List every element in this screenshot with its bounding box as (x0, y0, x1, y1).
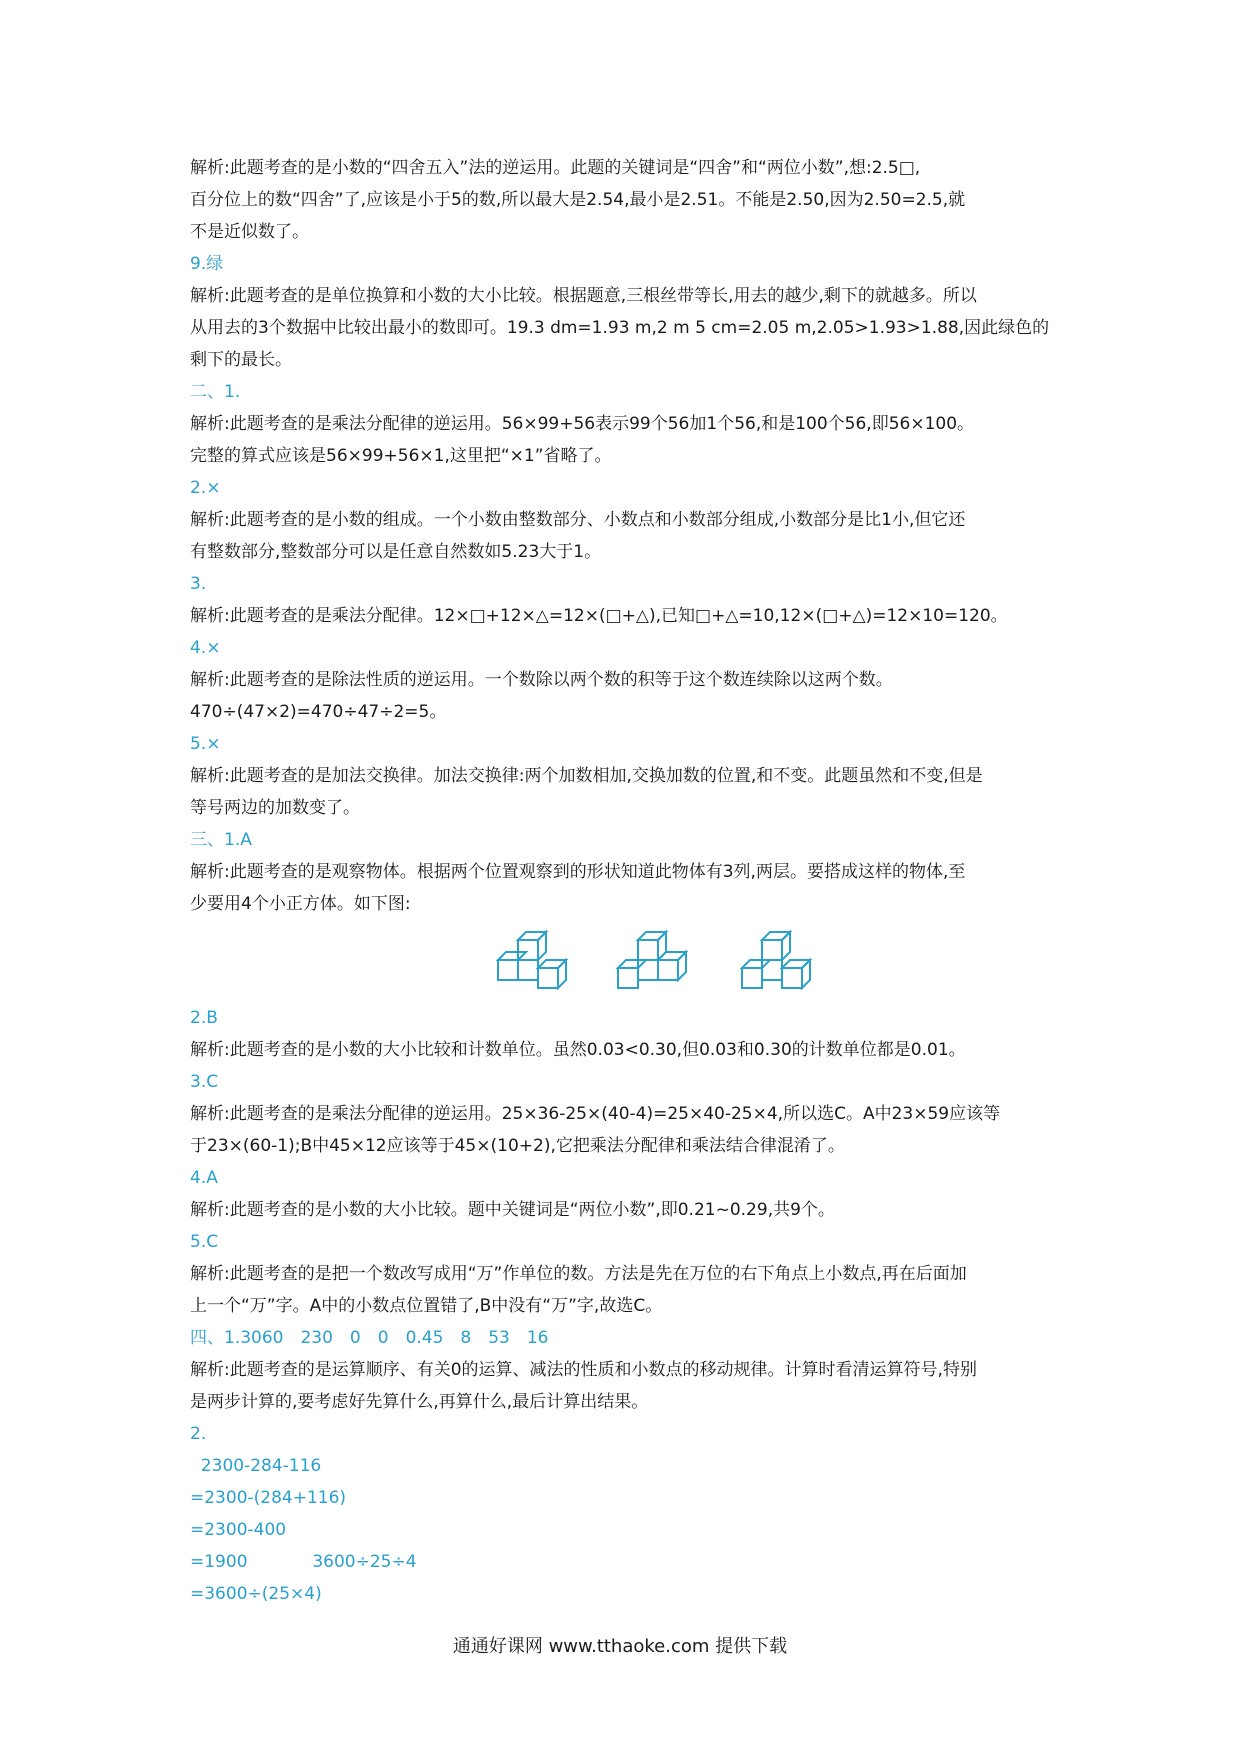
answer-line: 二、1. (190, 382, 241, 402)
answer-line: 四、1.3060 230 0 0 0.45 8 53 16 (190, 1328, 549, 1348)
answer-line: 3.C (190, 1072, 219, 1092)
calc-line: 2300-284-116 (190, 1456, 322, 1476)
text-line: 解析:此题考查的是观察物体。根据两个位置观察到的形状知道此物体有3列,两层。要搭成这样的物体,至 (190, 862, 966, 882)
text-line: 解析:此题考查的是运算顺序、有关0的运算、减法的性质和小数点的移动规律。计算时看清运算符号,特别 (190, 1360, 977, 1380)
text-line: 于23×(60-1);B中45×12应该等于45×(10+2),它把乘法分配律和乘法结合律混淆了。 (190, 1136, 845, 1156)
footer-credit: 通通好课网 www.tthaoke.com 提供下载 (452, 1636, 788, 1657)
answer-line: 三、1.A (190, 830, 252, 850)
text-line: 解析:此题考查的是小数的“四舍五入”法的逆运用。此题的关键词是“四舍”和“两位小数”,想:2.5□, (190, 158, 921, 178)
text-line: 解析:此题考查的是乘法分配律的逆运用。25×36-25×(40-4)=25×40-25×4,所以选C。A中23×59应该等 (190, 1104, 1001, 1124)
text-line: 解析:此题考查的是把一个数改写成用“万”作单位的数。方法是先在万位的右下角点上小数点,再在后面加 (190, 1264, 967, 1284)
answer-line: 2.× (190, 478, 221, 498)
calc-line: =2300-(284+116) (190, 1488, 347, 1508)
answer-line: 5.× (190, 734, 221, 754)
answer-line: 4.A (190, 1168, 218, 1188)
text-line: 不是近似数了。 (190, 222, 309, 242)
answer-line: 4.× (190, 638, 221, 658)
cube-arrangement-3 (734, 928, 814, 996)
text-line: 是两步计算的,要考虑好先算什么,再算什么,最后计算出结果。 (190, 1392, 649, 1412)
answer-line: 9.绿 (190, 254, 224, 274)
cube-arrangement-2 (608, 928, 698, 996)
text-line: 解析:此题考查的是加法交换律。加法交换律:两个加数相加,交换加数的位置,和不变。此题虽然和不变,但是 (190, 766, 983, 786)
text-line: 上一个“万”字。A中的小数点位置错了,B中没有“万”字,故选C。 (190, 1296, 663, 1316)
text-line: 解析:此题考查的是小数的大小比较。题中关键词是“两位小数”,即0.21~0.29,共9个。 (190, 1200, 835, 1220)
answer-line: 5.C (190, 1232, 219, 1252)
text-line: 解析:此题考查的是除法性质的逆运用。一个数除以两个数的积等于这个数连续除以这两个数。 (190, 670, 893, 690)
calc-line: =1900 3600÷25÷4 (190, 1552, 417, 1572)
text-line: 剩下的最长。 (190, 350, 292, 370)
answer-document (190, 152, 1060, 1610)
text-line: 少要用4个小正方体。如下图: (190, 894, 411, 914)
text-line: 有整数部分,整数部分可以是任意自然数如5.23大于1。 (190, 542, 602, 562)
text-line: 百分位上的数“四舍”了,应该是小于5的数,所以最大是2.54,最小是2.51。不能是2.50,因为2.50=2.5,就 (190, 190, 966, 210)
calc-line: =2300-400 (190, 1520, 287, 1540)
cube-arrangement-1 (496, 928, 572, 996)
text-line: 解析:此题考查的是小数的组成。一个小数由整数部分、小数点和小数部分组成,小数部分是比1小,但它还 (190, 510, 966, 530)
text-line: 解析:此题考查的是单位换算和小数的大小比较。根据题意,三根丝带等长,用去的越少,剩下的就越多。所以 (190, 286, 977, 306)
text-line: 解析:此题考查的是乘法分配律。12×□+12×△=12×(□+△),已知□+△=10,12×(□+△)=12×10=120。 (190, 606, 1008, 626)
answer-line: 2.B (190, 1008, 218, 1028)
text-line: 470÷(47×2)=470÷47÷2=5。 (190, 702, 447, 722)
cube-figure (190, 928, 1060, 996)
text-line: 解析:此题考查的是小数的大小比较和计数单位。虽然0.03<0.30,但0.03和0.30的计数单位都是0.01。 (190, 1040, 966, 1060)
text-line: 解析:此题考查的是乘法分配律的逆运用。56×99+56表示99个56加1个56,和是100个56,即56×100。 (190, 414, 975, 434)
text-line: 完整的算式应该是56×99+56×1,这里把“×1”省略了。 (190, 446, 612, 466)
text-line: 等号两边的加数变了。 (190, 798, 360, 818)
answer-line: 3. (190, 574, 207, 594)
answer-line: 2. (190, 1424, 207, 1444)
calc-line: =3600÷(25×4) (190, 1584, 322, 1604)
text-line: 从用去的3个数据中比较出最小的数即可。19.3 dm=1.93 m,2 m 5 cm=2.05 m,2.05>1.93>1.88,因此绿色的 (190, 318, 1050, 338)
